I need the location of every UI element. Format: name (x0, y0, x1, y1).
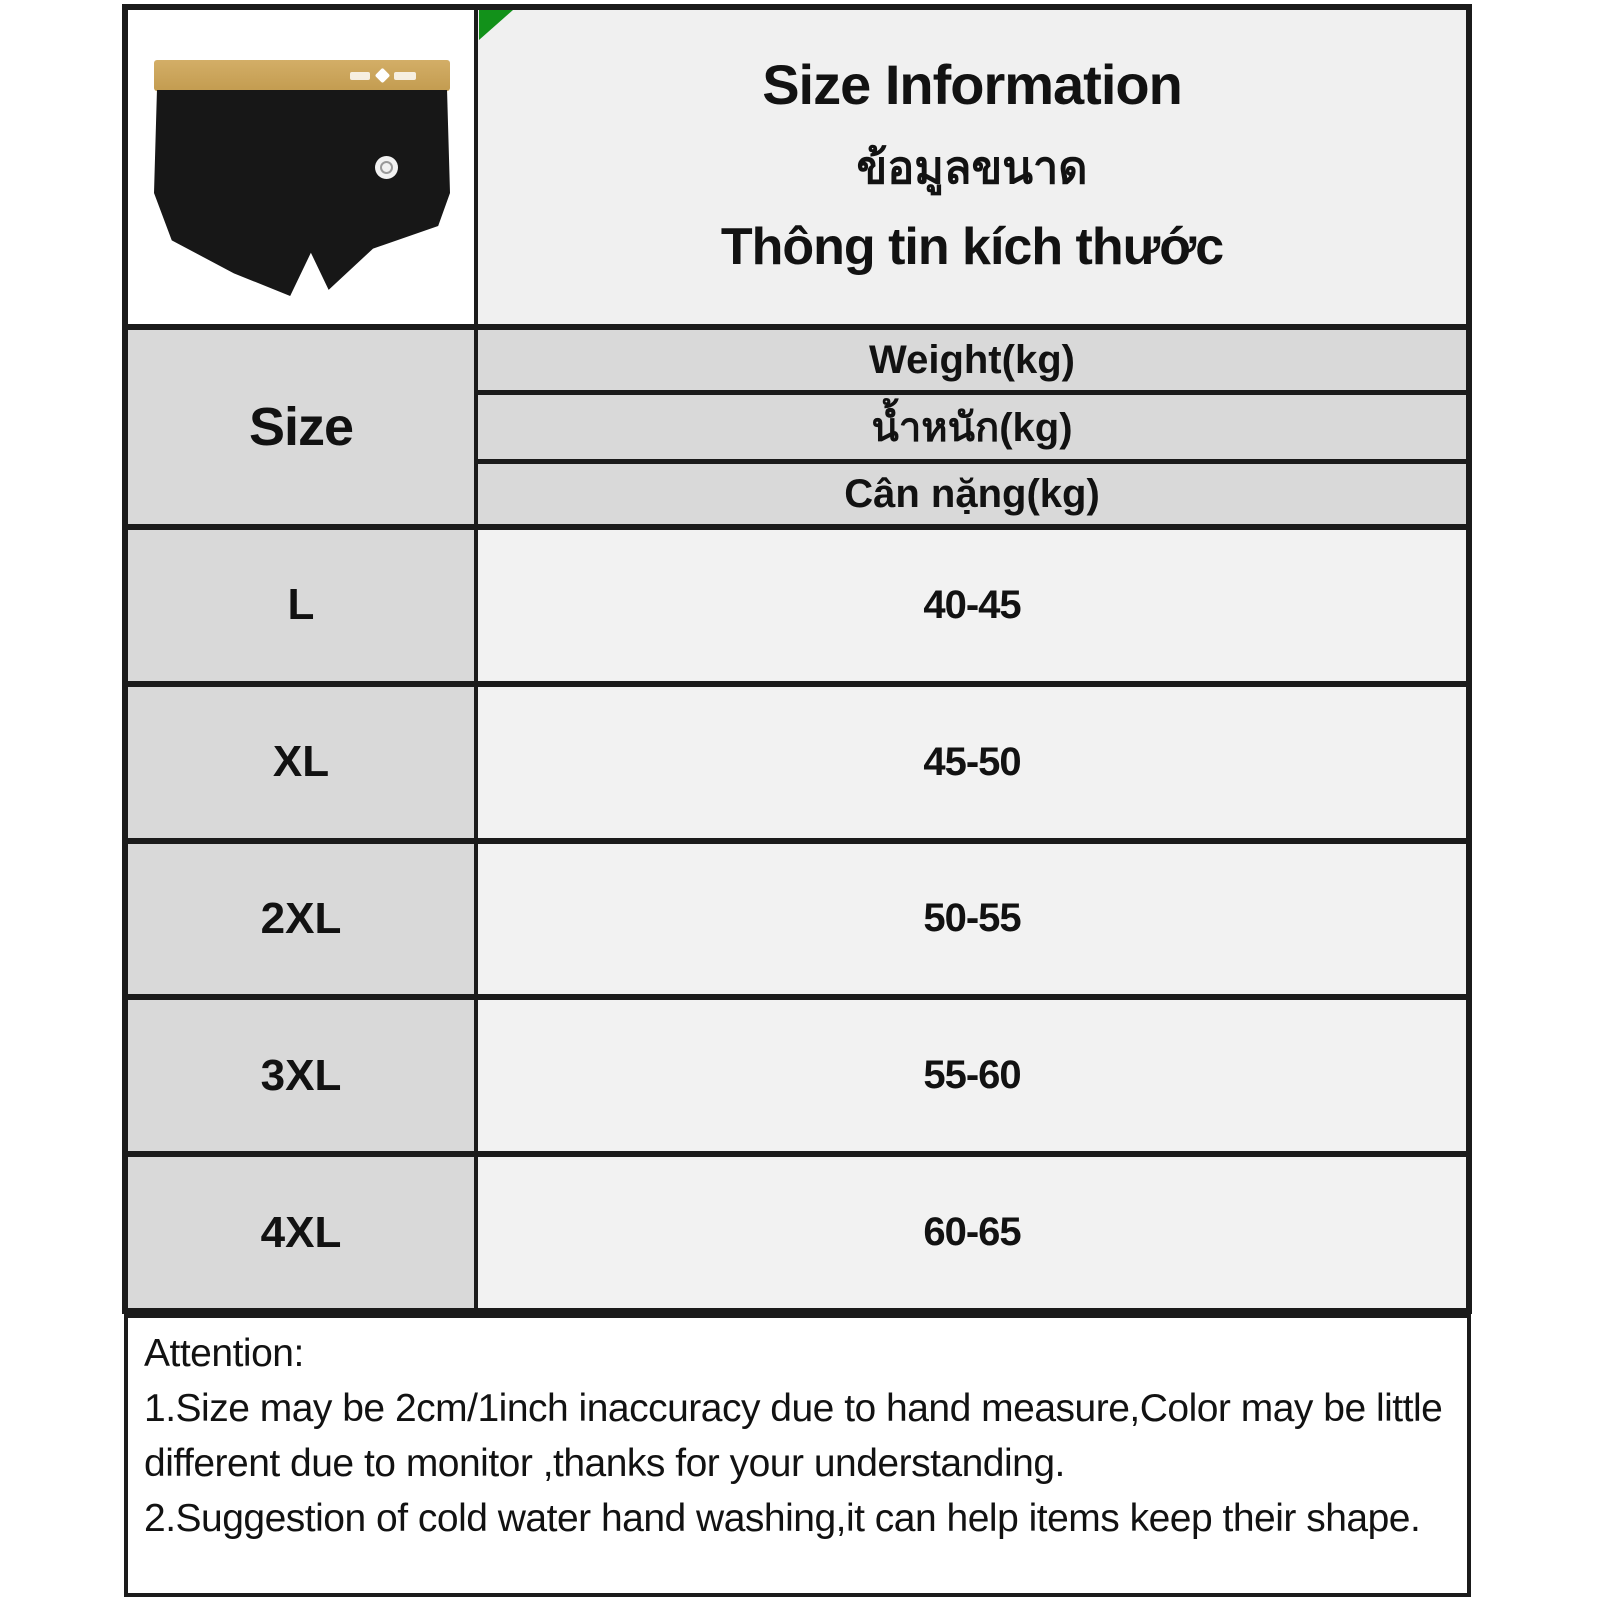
title-thai: ข้อมูลขนาด (856, 141, 1088, 193)
weight-header-th: น้ำหนัก(kg) (478, 395, 1466, 464)
weight-cell: 45-50 (478, 687, 1466, 838)
weight-cell: 60-65 (478, 1157, 1466, 1308)
boxer-body (154, 90, 450, 296)
title-vietnamese: Thông tin kích thước (720, 217, 1224, 276)
boxer-briefs-illustration (154, 60, 450, 298)
page-title (478, 10, 1466, 324)
attention-note (124, 1314, 1471, 1597)
weight-cell: 50-55 (478, 844, 1466, 995)
title-english: Size Information (762, 52, 1182, 116)
table-row (128, 844, 1466, 1001)
table-header-row (128, 330, 1466, 530)
weight-column-header (478, 330, 1466, 524)
size-header-label: Size (248, 397, 354, 457)
table-row (128, 1157, 1466, 1308)
attention-heading: Attention: (144, 1332, 304, 1375)
attention-text-line: 2.Suggestion of cold water hand washing,it can help items keep their shape. (144, 1497, 1421, 1540)
waistband-logo-mark (394, 72, 416, 80)
attention-text-line: 1.Size may be 2cm/1inch inaccuracy due to hand measure,Color may be little (144, 1387, 1443, 1430)
boxer-button-badge (375, 156, 398, 179)
size-cell: 2XL (128, 844, 478, 995)
waistband-logo-mark (350, 72, 370, 80)
weight-header-vi: Cân nặng(kg) (478, 464, 1466, 524)
size-column-header (128, 330, 478, 524)
table-row (128, 687, 1466, 844)
size-cell: XL (128, 687, 478, 838)
product-image (128, 10, 478, 324)
table-row (128, 530, 1466, 687)
boxer-waistband (154, 60, 450, 91)
weight-cell: 40-45 (478, 530, 1466, 681)
size-cell: L (128, 530, 478, 681)
size-cell: 3XL (128, 1000, 478, 1151)
size-table (122, 4, 1472, 1314)
green-corner-icon (479, 10, 513, 40)
waistband-logo (350, 70, 416, 82)
boxer-button-ring (380, 161, 393, 174)
size-cell: 4XL (128, 1157, 478, 1308)
attention-text-line: different due to monitor ,thanks for your understanding. (144, 1442, 1065, 1485)
table-header-banner (128, 10, 1466, 330)
weight-header-en: Weight(kg) (478, 330, 1466, 395)
table-row (128, 1000, 1466, 1157)
weight-cell: 55-60 (478, 1000, 1466, 1151)
waistband-logo-icon (375, 68, 391, 84)
